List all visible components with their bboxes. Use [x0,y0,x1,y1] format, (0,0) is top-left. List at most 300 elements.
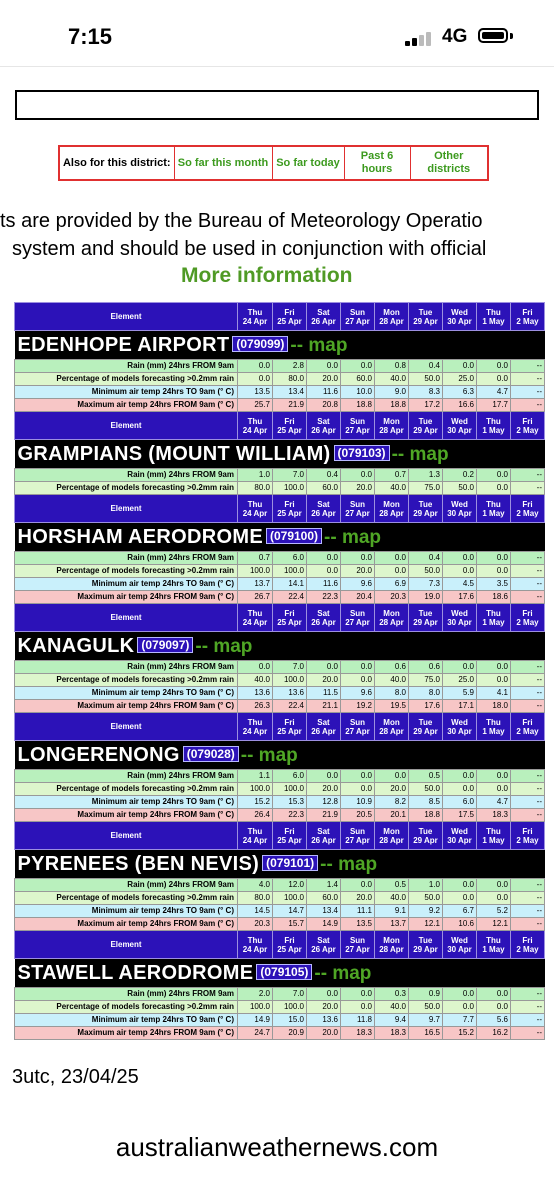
header-day: Thu 1 May [477,822,511,850]
signal-icon [405,30,435,46]
data-cell: 0.0 [477,988,511,1001]
data-cell: 17.7 [477,399,511,412]
data-cell: 6.0 [273,552,307,565]
data-cell: 10.0 [341,386,375,399]
data-cell: 40.0 [375,482,409,495]
data-cell: 20.3 [375,591,409,604]
data-row-pct [15,482,545,495]
header-day: Tue 29 Apr [409,713,443,741]
data-cell: 18.0 [477,700,511,713]
data-cell: 50.0 [409,373,443,386]
header-day: Wed 30 Apr [443,822,477,850]
data-cell: 50.0 [443,482,477,495]
data-row-min [15,1014,545,1027]
data-cell: 0.0 [238,360,273,373]
station-map-link[interactable]: -- map [240,744,298,766]
station-row [15,440,545,469]
data-row-max [15,591,545,604]
header-day: Tue 29 Apr [409,303,443,331]
data-cell: 7.7 [443,1014,477,1027]
header-day: Thu 1 May [477,713,511,741]
header-day: Sun 27 Apr [341,604,375,632]
data-cell: 9.6 [341,687,375,700]
data-row-pct [15,892,545,905]
header-day: Thu 24 Apr [238,303,273,331]
data-cell: 100.0 [273,482,307,495]
header-day: Fri 2 May [511,822,545,850]
data-cell: 26.7 [238,591,273,604]
link-so-far-this-month[interactable]: So far this month [174,146,272,180]
status-bar [0,0,554,70]
station-name: KANAGULK [17,634,135,657]
data-cell: -- [511,1014,545,1027]
station-id[interactable]: (079100) [266,528,322,544]
data-cell: 100.0 [273,892,307,905]
data-row-rain [15,552,545,565]
header-day: Thu 1 May [477,931,511,959]
data-cell: 9.6 [341,578,375,591]
data-row-pct [15,1001,545,1014]
data-cell: -- [511,1027,545,1040]
link-past-6-hours[interactable]: Past 6 hours [344,146,410,180]
data-cell: 75.0 [409,674,443,687]
data-cell: 0.0 [307,661,341,674]
station-id[interactable]: (079105) [256,964,312,980]
data-cell: 0.0 [443,783,477,796]
header-day: Sun 27 Apr [341,495,375,523]
row-label: Rain (mm) 24hrs FROM 9am [15,661,238,674]
data-cell: -- [511,905,545,918]
url-bar[interactable]: australianweathernews.com [115,1132,439,1162]
station-id[interactable]: (079101) [262,855,318,871]
station-map-link[interactable]: -- map [391,443,449,465]
station-name: EDENHOPE AIRPORT [17,333,230,356]
station-id[interactable]: (079099) [232,336,288,352]
station-id[interactable]: (079028) [183,746,239,762]
row-label: Minimum air temp 24hrs TO 9am (° C) [15,796,238,809]
header-day: Sat 26 Apr [307,412,341,440]
data-cell: -- [511,892,545,905]
header-day: Fri 25 Apr [273,303,307,331]
data-cell: 20.0 [307,373,341,386]
header-day: Thu 1 May [477,303,511,331]
header-day: Sun 27 Apr [341,931,375,959]
data-cell: 0.0 [307,770,341,783]
data-row-min [15,796,545,809]
data-cell: 20.0 [307,783,341,796]
data-cell: -- [511,482,545,495]
data-cell: 25.0 [443,373,477,386]
station-map-link[interactable]: -- map [314,962,372,984]
divider [0,66,554,67]
data-cell: 14.1 [273,578,307,591]
data-cell: 0.0 [477,674,511,687]
data-cell: 20.5 [341,809,375,822]
data-cell: -- [511,687,545,700]
more-information-link[interactable]: More information [181,264,353,287]
data-cell: 17.1 [443,700,477,713]
status-time: 7:15 [68,24,113,49]
data-cell: 20.0 [341,565,375,578]
header-element: Element [15,303,238,331]
station-row [15,632,545,661]
data-cell: 100.0 [238,783,273,796]
data-cell: 11.6 [307,386,341,399]
data-cell: 0.0 [443,988,477,1001]
row-label: Percentage of models forecasting >0.2mm rain [15,892,238,905]
station-cell [15,959,545,988]
data-cell: 0.0 [341,661,375,674]
title-box [15,90,539,120]
data-cell: 0.4 [409,360,443,373]
data-row-min [15,578,545,591]
header-day: Sat 26 Apr [307,713,341,741]
header-day: Fri 25 Apr [273,931,307,959]
data-cell: 22.3 [307,591,341,604]
row-label: Percentage of models forecasting >0.2mm rain [15,373,238,386]
data-cell: 17.6 [409,700,443,713]
row-label: Minimum air temp 24hrs TO 9am (° C) [15,687,238,700]
header-day: Tue 29 Apr [409,931,443,959]
data-cell: 40.0 [238,674,273,687]
data-cell: 1.4 [307,879,341,892]
data-cell: 0.8 [375,360,409,373]
data-cell: 0.5 [409,770,443,783]
data-cell: 11.1 [341,905,375,918]
station-map-link[interactable]: -- map [195,635,253,657]
row-label: Percentage of models forecasting >0.2mm rain [15,1001,238,1014]
data-cell: 3.5 [477,578,511,591]
data-cell: 0.0 [443,1001,477,1014]
data-cell: 25.0 [443,674,477,687]
data-cell: 20.0 [341,892,375,905]
data-cell: 40.0 [375,373,409,386]
header-day: Wed 30 Apr [443,931,477,959]
issued-time: 3utc, 23/04/25 [12,1066,139,1088]
data-cell: 0.0 [375,552,409,565]
data-cell: 13.7 [375,918,409,931]
data-cell: 20.0 [307,674,341,687]
link-other-districts[interactable]: Other districts [410,146,488,180]
header-day: Mon 28 Apr [375,412,409,440]
data-cell: 13.6 [273,687,307,700]
header-day: Sat 26 Apr [307,303,341,331]
battery-icon [478,28,508,43]
header-day: Fri 25 Apr [273,495,307,523]
header-day: Thu 1 May [477,604,511,632]
data-cell: -- [511,700,545,713]
data-cell: -- [511,918,545,931]
header-day: Tue 29 Apr [409,412,443,440]
data-cell: -- [511,783,545,796]
header-day: Tue 29 Apr [409,495,443,523]
data-cell: 13.4 [273,386,307,399]
header-day: Fri 25 Apr [273,822,307,850]
header-day: Fri 2 May [511,303,545,331]
data-cell: 0.0 [443,565,477,578]
data-cell: 15.0 [273,1014,307,1027]
data-cell: 7.0 [273,661,307,674]
row-label: Rain (mm) 24hrs FROM 9am [15,469,238,482]
data-cell: 1.0 [238,469,273,482]
data-cell: 2.8 [273,360,307,373]
data-row-min [15,386,545,399]
data-cell: 7.0 [273,469,307,482]
header-day: Mon 28 Apr [375,303,409,331]
row-label: Maximum air temp 24hrs FROM 9am (° C) [15,809,238,822]
data-cell: 22.4 [273,700,307,713]
data-cell: 8.0 [409,687,443,700]
station-id[interactable]: (079097) [137,637,193,653]
data-cell: 0.4 [409,552,443,565]
data-cell: 21.1 [307,700,341,713]
station-cell [15,440,545,469]
data-cell: 24.7 [238,1027,273,1040]
data-cell: 14.5 [238,905,273,918]
data-cell: 19.2 [341,700,375,713]
row-label: Percentage of models forecasting >0.2mm rain [15,674,238,687]
data-cell: 50.0 [409,783,443,796]
data-cell: 0.0 [341,879,375,892]
table-header-row [15,303,545,331]
data-cell: 10.9 [341,796,375,809]
data-cell: 17.6 [443,591,477,604]
data-cell: 22.4 [273,591,307,604]
header-day: Sat 26 Apr [307,931,341,959]
notice-line-1: ts are provided by the Bureau of Meteorology Operatio [0,210,483,232]
data-cell: 0.0 [477,892,511,905]
station-id[interactable]: (079103) [334,445,390,461]
data-cell: -- [511,661,545,674]
row-label: Maximum air temp 24hrs FROM 9am (° C) [15,591,238,604]
row-label: Minimum air temp 24hrs TO 9am (° C) [15,1014,238,1027]
data-cell: 22.3 [273,809,307,822]
data-cell: 100.0 [273,783,307,796]
header-day: Sun 27 Apr [341,822,375,850]
data-cell: 16.2 [477,1027,511,1040]
station-cell [15,741,545,770]
data-cell: 20.4 [341,591,375,604]
data-cell: 13.4 [307,905,341,918]
data-cell: -- [511,879,545,892]
table-header-row [15,822,545,850]
station-map-link[interactable]: -- map [290,334,348,356]
header-element: Element [15,931,238,959]
header-day: Wed 30 Apr [443,303,477,331]
data-cell: 4.7 [477,386,511,399]
data-row-max [15,918,545,931]
data-cell: -- [511,1001,545,1014]
header-day: Sat 26 Apr [307,604,341,632]
row-label: Maximum air temp 24hrs FROM 9am (° C) [15,918,238,931]
header-day: Thu 24 Apr [238,412,273,440]
station-cell [15,632,545,661]
header-day: Fri 2 May [511,931,545,959]
data-cell: 0.0 [477,1001,511,1014]
data-cell: 0.0 [341,360,375,373]
data-cell: 12.8 [307,796,341,809]
header-day: Thu 24 Apr [238,495,273,523]
data-row-rain [15,879,545,892]
data-row-pct [15,565,545,578]
station-map-link[interactable]: -- map [324,526,382,548]
data-cell: 17.2 [409,399,443,412]
data-cell: 13.5 [238,386,273,399]
table-header-row [15,604,545,632]
data-cell: -- [511,809,545,822]
data-cell: 20.1 [375,809,409,822]
data-cell: 9.1 [375,905,409,918]
data-cell: -- [511,360,545,373]
data-row-max [15,399,545,412]
data-cell: -- [511,386,545,399]
data-cell: 75.0 [409,482,443,495]
data-cell: 0.0 [341,1001,375,1014]
data-cell: 11.8 [341,1014,375,1027]
data-cell: 20.0 [307,1001,341,1014]
data-cell: 0.0 [443,770,477,783]
data-cell: -- [511,796,545,809]
data-cell: 16.6 [443,399,477,412]
header-day: Tue 29 Apr [409,604,443,632]
data-cell: 20.0 [307,1027,341,1040]
station-name: GRAMPIANS (MOUNT WILLIAM) [17,442,331,465]
station-row [15,741,545,770]
data-cell: 0.0 [477,360,511,373]
data-cell: 26.3 [238,700,273,713]
row-label: Maximum air temp 24hrs FROM 9am (° C) [15,1027,238,1040]
station-row [15,331,545,360]
data-cell: 0.0 [443,879,477,892]
header-element: Element [15,822,238,850]
data-cell: 13.6 [307,1014,341,1027]
data-cell: 60.0 [341,373,375,386]
data-cell: 0.7 [375,469,409,482]
data-cell: 0.5 [375,879,409,892]
header-day: Wed 30 Apr [443,604,477,632]
header-day: Mon 28 Apr [375,495,409,523]
data-cell: 8.3 [409,386,443,399]
data-cell: 0.0 [477,879,511,892]
data-cell: 0.9 [409,988,443,1001]
data-cell: 100.0 [238,1001,273,1014]
also-label: Also for this district: [59,146,174,180]
data-cell: 2.0 [238,988,273,1001]
data-cell: 0.6 [375,661,409,674]
link-so-far-today[interactable]: So far today [272,146,344,180]
data-cell: 18.6 [477,591,511,604]
data-cell: 12.1 [477,918,511,931]
data-cell: 0.0 [477,373,511,386]
data-cell: 0.0 [477,469,511,482]
station-map-link[interactable]: -- map [320,853,378,875]
data-cell: 25.7 [238,399,273,412]
data-cell: 0.4 [307,469,341,482]
data-cell: -- [511,552,545,565]
data-cell: 0.0 [341,674,375,687]
data-cell: 60.0 [307,892,341,905]
data-cell: 14.9 [307,918,341,931]
header-day: Thu 24 Apr [238,713,273,741]
row-label: Minimum air temp 24hrs TO 9am (° C) [15,578,238,591]
data-cell: 100.0 [273,1001,307,1014]
data-cell: 0.0 [477,552,511,565]
header-element: Element [15,604,238,632]
row-label: Minimum air temp 24hrs TO 9am (° C) [15,905,238,918]
data-cell: 9.4 [375,1014,409,1027]
data-cell: 20.0 [375,783,409,796]
header-day: Mon 28 Apr [375,822,409,850]
data-cell: 18.3 [375,1027,409,1040]
data-cell: 4.1 [477,687,511,700]
data-cell: -- [511,988,545,1001]
data-cell: 10.6 [443,918,477,931]
row-label: Percentage of models forecasting >0.2mm rain [15,482,238,495]
data-cell: 100.0 [273,674,307,687]
data-cell: -- [511,770,545,783]
station-row [15,850,545,879]
row-label: Rain (mm) 24hrs FROM 9am [15,770,238,783]
row-label: Maximum air temp 24hrs FROM 9am (° C) [15,700,238,713]
data-cell: 0.0 [477,783,511,796]
data-cell: 15.2 [238,796,273,809]
header-day: Fri 2 May [511,495,545,523]
data-cell: 9.0 [375,386,409,399]
data-cell: 5.9 [443,687,477,700]
data-cell: 9.2 [409,905,443,918]
data-cell: 17.5 [443,809,477,822]
data-cell: 15.7 [273,918,307,931]
data-cell: 0.0 [307,565,341,578]
data-cell: 20.0 [341,482,375,495]
row-label: Rain (mm) 24hrs FROM 9am [15,988,238,1001]
data-row-pct [15,783,545,796]
data-cell: -- [511,469,545,482]
station-row [15,523,545,552]
header-day: Wed 30 Apr [443,412,477,440]
header-day: Thu 24 Apr [238,931,273,959]
data-row-rain [15,770,545,783]
data-cell: 40.0 [375,1001,409,1014]
data-cell: 0.0 [238,373,273,386]
data-cell: 15.2 [443,1027,477,1040]
data-cell: 1.0 [409,879,443,892]
data-row-pct [15,674,545,687]
battery-tip [510,33,513,39]
data-cell: 6.9 [375,578,409,591]
data-cell: 14.9 [238,1014,273,1027]
data-cell: 13.5 [341,918,375,931]
data-cell: 7.3 [409,578,443,591]
data-cell: 50.0 [409,1001,443,1014]
data-cell: 4.7 [477,796,511,809]
data-cell: 4.0 [238,879,273,892]
data-cell: 21.9 [307,809,341,822]
data-cell: 11.6 [307,578,341,591]
data-cell: 0.0 [341,770,375,783]
data-cell: 6.7 [443,905,477,918]
row-label: Rain (mm) 24hrs FROM 9am [15,552,238,565]
data-cell: 11.5 [307,687,341,700]
header-day: Fri 25 Apr [273,713,307,741]
data-cell: 50.0 [409,892,443,905]
data-cell: 80.0 [273,373,307,386]
header-day: Sun 27 Apr [341,713,375,741]
data-cell: 20.8 [307,399,341,412]
data-cell: 0.0 [375,565,409,578]
data-cell: 0.0 [341,552,375,565]
data-cell: 0.0 [341,469,375,482]
